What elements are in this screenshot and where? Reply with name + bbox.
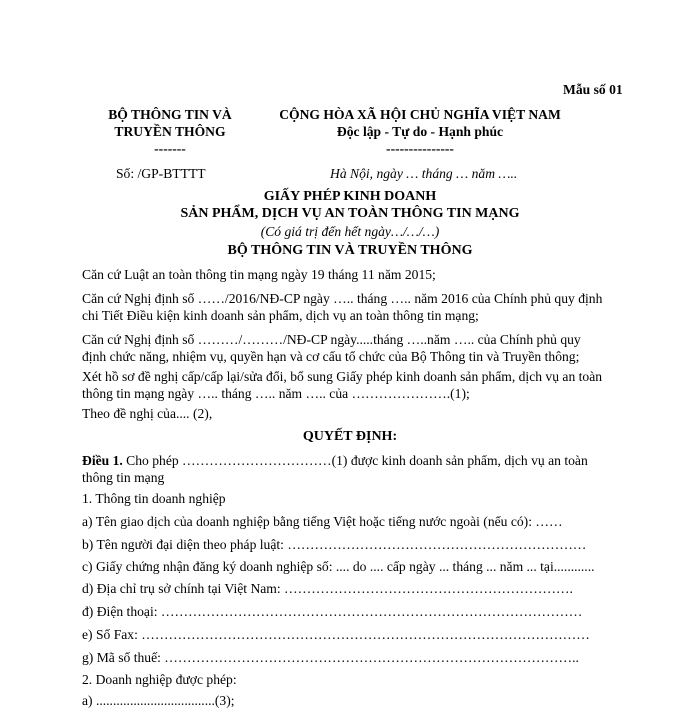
validity-note: (Có giá trị đến hết ngày…/…/…) <box>260 224 440 239</box>
article-1-label: Điều 1. <box>82 453 123 468</box>
basis-3-line1: Căn cứ Nghị định số ………/………/NĐ-CP ngày.....tháng …..năm ….. của Chính phủ quy <box>82 332 581 347</box>
place-date: Hà Nội, ngày … tháng … năm ….. <box>330 166 518 181</box>
field-address: d) Địa chỉ trụ sở chính tại Việt Nam: ………………………………………………………. <box>82 581 573 596</box>
agency-line1: BỘ THÔNG TIN VÀ <box>108 107 232 122</box>
section-2-item-a: a) ...................................(3); <box>82 693 235 708</box>
title-line1: GIẤY PHÉP KINH DOANH <box>263 189 437 204</box>
license-title <box>100 188 600 222</box>
basis-2-line1: Căn cứ Nghị định số ……/2016/NĐ-CP ngày ….. tháng ….. năm 2016 của Chính phủ quy định <box>82 291 603 306</box>
article-1 <box>82 452 588 486</box>
section-2-title: 2. Doanh nghiệp được phép: <box>82 672 237 687</box>
basis-2-line2: chi Tiết Điều kiện kinh doanh sản phẩm, dịch vụ an toàn thông tin mạng; <box>82 308 479 323</box>
nation-rule: --------------- <box>386 141 454 156</box>
field-tax-code: g) Mã số thuế: ……………………………………………………………………………….. <box>82 650 579 665</box>
nation-motto: Độc lập - Tự do - Hạnh phúc <box>336 124 504 139</box>
field-trade-name: a) Tên giao dịch của doanh nghiệp bằng tiếng Việt hoặc tiếng nước ngoài (nếu có): …… <box>82 514 563 529</box>
agency-header <box>100 106 240 157</box>
basis-4-line2: thông tin mạng ngày ….. tháng ….. năm ….. của ………………….(1); <box>82 386 470 401</box>
decision-heading: QUYẾT ĐỊNH: <box>302 429 398 444</box>
basis-3 <box>82 331 581 365</box>
agency-line2: TRUYỀN THÔNG <box>114 124 226 139</box>
field-registration: c) Giấy chứng nhận đăng ký doanh nghiệp số: .... do .... cấp ngày ... tháng ... năm ... tại............ <box>82 559 595 574</box>
document-number: Số: /GP-BTTTT <box>116 166 206 181</box>
basis-4-line1: Xét hồ sơ đề nghị cấp/cấp lại/sửa đổi, bổ sung Giấy phép kinh doanh sản phẩm, dịch vụ an toàn <box>82 369 603 384</box>
agency-rule: ------- <box>154 141 186 156</box>
basis-2 <box>82 290 602 324</box>
basis-4 <box>82 368 602 402</box>
field-legal-rep: b) Tên người đại diện theo pháp luật: ………………………………………………………… <box>82 537 587 552</box>
basis-1: Căn cứ Luật an toàn thông tin mạng ngày 19 tháng 11 năm 2015; <box>82 267 436 282</box>
article-1-text: Cho phép ……………………………(1) được kinh doanh sản phẩm, dịch vụ an toàn <box>122 453 588 468</box>
issuer-heading: BỘ THÔNG TIN VÀ TRUYỀN THÔNG <box>227 243 473 258</box>
field-phone: đ) Điện thoại: ………………………………………………………………………………… <box>82 604 583 619</box>
title-line2: SẢN PHẨM, DỊCH VỤ AN TOÀN THÔNG TIN MẠNG <box>180 206 520 221</box>
section-1-title: 1. Thông tin doanh nghiệp <box>82 491 226 506</box>
nation-line1: CỘNG HÒA XÃ HỘI CHỦ NGHĨA VIỆT NAM <box>279 107 561 122</box>
basis-5: Theo đề nghị của.... (2), <box>82 406 213 421</box>
field-fax: e) Số Fax: ……………………………………………………………………………………… <box>82 627 590 642</box>
article-1-text-cont: thông tin mạng <box>82 470 165 485</box>
nation-header <box>270 106 570 157</box>
form-number: Mẫu số 01 <box>563 82 623 97</box>
basis-3-line2: định chức năng, nhiệm vụ, quyền hạn và cơ cấu tổ chức của Bộ Thông tin và Truyền thông; <box>82 349 580 364</box>
